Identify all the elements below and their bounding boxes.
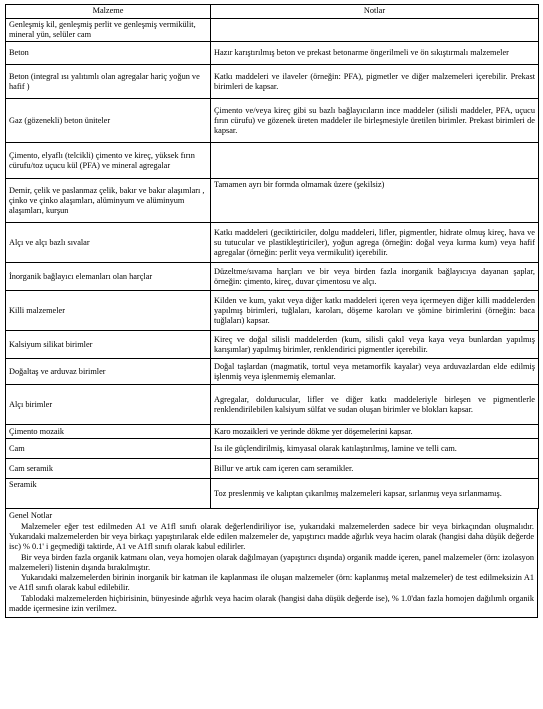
note-cell: Billur ve artık cam içeren cam seramikler. [211,459,539,479]
header-material: Malzeme [6,5,211,19]
material-cell: İnorganik bağlayıcı elemanları olan harçlar [6,263,211,291]
material-cell: Gaz (gözenekli) beton üniteler [6,99,211,143]
note-cell [211,143,539,179]
note-cell: Kireç ve doğal silisli maddelerden (kum, silisli çakıl veya kaya veya bunlardan yapılmış karışımlar) yapılmış birimler, renklendirici pigmentler içerebilir. [211,331,539,359]
document-page [5,4,538,618]
note-cell [211,19,539,42]
note-cell: Isı ile güçlendirilmiş, kimyasal olarak katılaştırılmış, lamine ve telli cam. [211,439,539,459]
material-cell: Çimento mozaik [6,425,211,439]
table-row [6,479,539,509]
material-cell: Çimento, elyaflı (telcikli) çimento ve kireç, yüksek fırın cürufu/toz uçucu kül (PFA) ve mineral agregalar [6,143,211,179]
table-row [6,385,539,425]
material-cell: Kalsiyum silikat birimler [6,331,211,359]
note-cell: Hazır karıştırılmış beton ve prekast betonarme öngerilmeli ve ön sıkıştırmalı malzemeler [211,42,539,65]
material-cell: Seramik [6,479,211,509]
materials-table [5,4,539,509]
table-row [6,459,539,479]
table-row [6,99,539,143]
material-cell: Cam [6,439,211,459]
note-cell: Toz preslenmiş ve kalıptan çıkarılmış malzemeleri kapsar, sırlanmış veya sırlanmamış. [211,479,539,509]
material-cell: Cam seramik [6,459,211,479]
note-cell: Tamamen ayrı bir formda olmamak üzere (şekilsiz) [211,179,539,223]
note-cell: Doğal taşlardan (magmatik, tortul veya metamorfik kayalar) veya arduvazlardan elde edilmiş işlenmiş veya işlenmemiş elemanlar. [211,359,539,385]
general-note-paragraph: Tablodaki malzemelerden hiçbirisinin, bünyesinde ağırlık veya hacim olarak (hangisi daha düşük değerde ise), % 1.0'dan fazla homojen dağılımlı organik madde içermesine izin verilmez. [9,593,534,614]
general-note-paragraph: Yukarıdaki malzemelerden birinin inorganik bir katman ile kaplanması ile oluşan malzemeler (örn: kaplanmış metal malzemeler) de test edilmeksizin A1 ve A1fl sınıfı olarak kabul edilebilir. [9,573,534,593]
table-row [6,359,539,385]
material-cell: Doğaltaş ve arduvaz birimler [6,359,211,385]
note-cell: Katkı maddeleri ve ilaveler (örneğin: PFA), pigmetler ve diğer malzemeleri içerebilir. Prekast birimleri de kapsar. [211,65,539,99]
material-cell: Alçı ve alçı bazlı sıvalar [6,223,211,263]
note-cell: Düzeltme/sıvama harçları ve bir veya birden fazla inorganik bağlayıcıya dayanan şaplar, örneğin: çimento, kireç, duvar çimentosu ve alçı. [211,263,539,291]
material-cell: Beton (integral ısı yalıtımlı olan agregalar hariç yoğun ve hafif ) [6,65,211,99]
material-cell: Beton [6,42,211,65]
table-row [6,179,539,223]
table-header-row [6,5,539,19]
table-row [6,263,539,291]
table-row [6,439,539,459]
material-cell: Genleşmiş kil, genleşmiş perlit ve genleşmiş vermikülit, mineral yün, selüler cam [6,19,211,42]
general-notes-title: Genel Notlar [9,511,53,521]
table-row [6,42,539,65]
table-row [6,331,539,359]
note-cell: Karo mozaikleri ve yerinde dökme yer döşemelerini kapsar. [211,425,539,439]
general-note-paragraph: Bir veya birden fazla organik katmanı olan, veya homojen olarak dağılmayan (yapıştırıcı dışında) organik madde içeren, panel malzemeler (örn: izolasyon malzemeleri) listenin dışında bırakılmıştır. [9,552,534,572]
table-row [6,143,539,179]
table-row [6,425,539,439]
note-cell: Kilden ve kum, yakıt veya diğer katkı maddeleri içeren veya içermeyen diğer killi maddelerden yapılmış birimleri, tuğlaları, karoları, döşeme karoları ve şömine birimlerini (örneğin: baca tuğlaları) kapsar. [211,291,539,331]
material-cell: Alçı birimler [6,385,211,425]
general-note-paragraph: Malzemeler eğer test edilmeden A1 ve A1fl sınıfı olarak değerlendiriliyor ise, yukarıdaki malzemelerden sadece bir veya birkaçından oluşmalıdır. Yukarıdaki malzemelerden bir veya birkaçı yapıştırılarak elde edilen malzemeler de, yapıştırıcı madde ağırlık veya hacim olarak (hangisi daha düşük değerde isc) % 0.1' i geçmediği taktirde, A1 ve A1fl sınıfı olarak kabul edilirler. [9,521,534,552]
note-cell: Katkı maddeleri (geciktiriciler, dolgu maddeleri, lifler, pigmentler, hidrate olmuş kireç, hava ve su tutucular ve plastikleştiriciler), yoğun agrega (örneğin: doğal veya kırma kum) veya hafif agregalar (örneğin: perlit veya vermikulit) içerebilir. [211,223,539,263]
note-cell: Çimento ve/veya kireç gibi su bazlı bağlayıcıların ince maddeler (silisli maddeler, PFA, uçucu fırın cürufu) ve gözenek üreten maddeler ile birleşmesiyle üretilen birimler. Prekast birimleri de kapsar. [211,99,539,143]
material-cell: Demir, çelik ve paslanmaz çelik, bakır ve bakır alaşımları , çinko ve çinko alaşımları, alüminyum ve alüminyum alaşımları, kurşun [6,179,211,223]
table-row [6,65,539,99]
table-row [6,291,539,331]
note-cell: Agregalar, doldurucular, lifler ve diğer katkı maddeleriyle birleşen ve pigmentlerle renklendirilebilen kalsiyum sülfat ve sudan oluşan birimler ve blokları kapsar. [211,385,539,425]
material-cell: Killi malzemeler [6,291,211,331]
general-notes [5,509,538,618]
table-row [6,223,539,263]
table-row [6,19,539,42]
header-notes: Notlar [211,5,539,19]
